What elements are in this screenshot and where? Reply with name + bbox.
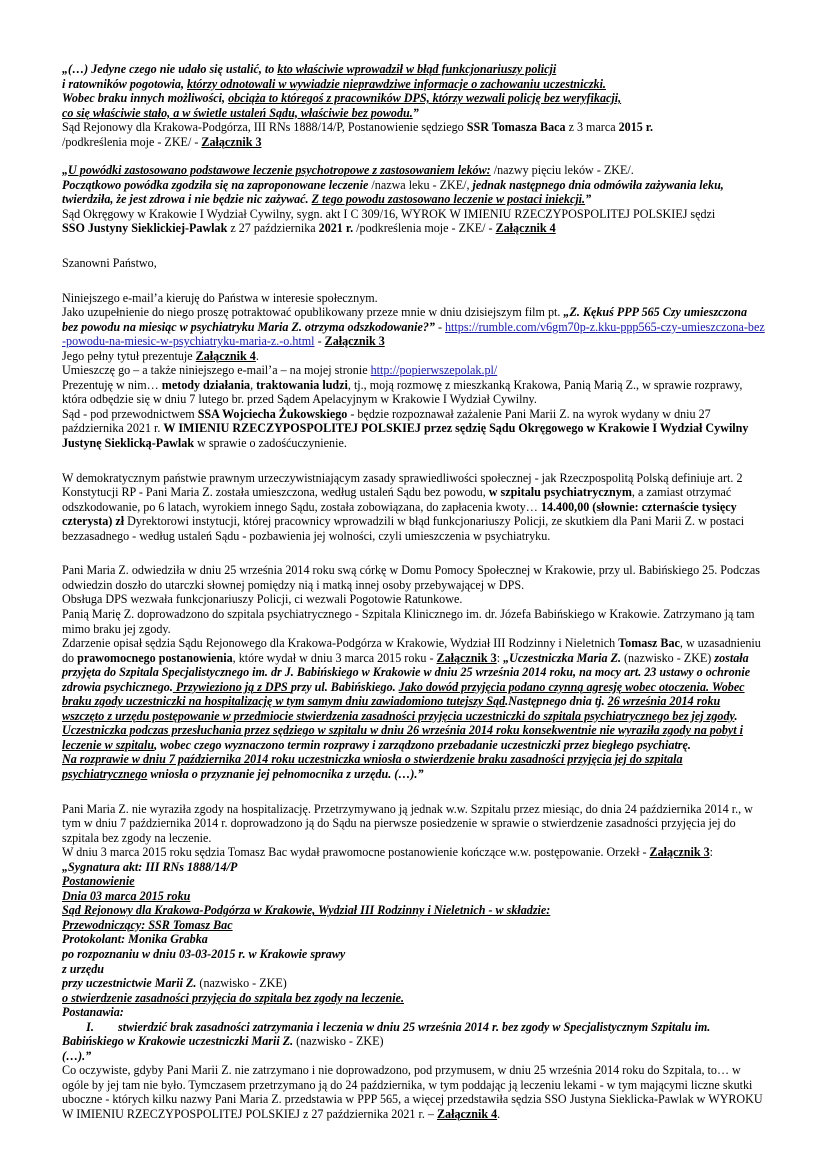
spacer-6 bbox=[62, 782, 765, 797]
quote2-note-a: /podkreślenia moje - ZKE/ - bbox=[353, 221, 496, 236]
quote3-s5-underlined: Wobec braku zgody uczestniczki na hospitalizację w tym samym dniu zawiadomiono tutejszy Sąd bbox=[62, 679, 745, 709]
film-title: „Z. Kękuś PPP 565 Czy umieszczona bez powodu na miesiąc w psychiatryku Maria Z. otrzyma odszkodowanie?” bbox=[62, 305, 748, 334]
quote2-line1-rest: /nazwy pięciu leków - ZKE/. bbox=[490, 163, 634, 178]
body2-bold-ruling: prawomocnego postanowienia bbox=[77, 650, 233, 665]
quote3-s8: wniosła o przyznanie jej pełnomocnika z urzędu. (…). bbox=[147, 766, 418, 781]
intro-line6-a: Sąd - pod przewodnictwem bbox=[62, 406, 198, 421]
ruling-line-3 bbox=[62, 889, 765, 904]
intro-line6-b: - będzie rozpoznawał zażalenie Pani Marii Z. na wyrok wydany w dniu 27 października 2021 r. bbox=[62, 406, 711, 436]
intro-line5-bold1: metody działania bbox=[161, 377, 251, 392]
quote1-line-1 bbox=[62, 62, 765, 77]
ruling-line-7 bbox=[62, 947, 765, 962]
intro-line5-bold2: traktowania ludzi bbox=[256, 377, 348, 392]
quote3-s3-underlined: Przywieziono ją z DPS bbox=[172, 679, 291, 694]
quote2-line3-a: twierdziła, że jest zdrowa i nie będzie nic zażywać. bbox=[62, 192, 312, 207]
document-body bbox=[62, 62, 765, 1122]
quote3-s6-2: . bbox=[734, 708, 738, 723]
quote1-line4-close: ” bbox=[412, 105, 419, 120]
body2-line4-a: Zdarzenie opisał sędzia Sądu Rejonowego dla Krakowa-Podgórza w Krakowie, Wydział III Rodzinny i Nieletnich bbox=[62, 636, 619, 651]
intro-line5-a: Prezentuję w nim… bbox=[62, 377, 162, 392]
quote1-note-a: /podkreślenia moje - ZKE/ - bbox=[62, 134, 202, 149]
ruling-ellipsis-close: (…).” bbox=[62, 1048, 92, 1063]
closing-b: . bbox=[497, 1107, 501, 1121]
quote2-source bbox=[62, 207, 765, 222]
quote3-s1-bi: Uczestniczka Maria Z. bbox=[509, 650, 621, 665]
quote3-s6: Następnego dnia tj. bbox=[508, 694, 608, 709]
quote1-source-a: Sąd Rejonowy dla Krakowa-Podgórza, III RNs 1888/14/P, Postanowienie sędziego bbox=[62, 120, 467, 135]
body3-line-1: Pani Maria Z. nie wyraziła zgody na hospitalizację. Przetrzymywano ją jednak w.w. Szpitalu przez miesiąc, do dnia 24 października 2014 r., w tym w dniu 7 października 2014 r. doprowadzono ją do Sądu na pierwsze posiedzenie w sprawie o stwierdzenie zasadności przyjęcia jej do szpitala bez zgody na leczenie. bbox=[62, 801, 753, 845]
body-paragraph-1 bbox=[62, 471, 765, 544]
ruling-line-12 bbox=[62, 1049, 765, 1064]
quote3-s7: , wobec czego wyznaczono termin rozprawy i zarządzono przebadanie uczestniczki przez biegłego psychiatrę. bbox=[154, 737, 691, 752]
ruling-case-number: „Sygnatura akt: III RNs 1888/14/P bbox=[62, 859, 238, 874]
quote2-note bbox=[62, 221, 765, 236]
intro-line5-c: , tj., moją rozmowę z mieszkanką Krakowa, Panią Marią Z., w sprawie rozprawy, która odbędzie się w dniu 7 lutego br. przed Sądem Apelacyjnym w Krakowie I Wydział Cywilny. bbox=[62, 377, 743, 407]
quote-block-2 bbox=[62, 163, 765, 236]
quote2-line-3 bbox=[62, 192, 765, 207]
site-url-link[interactable]: http://popierwszepolak.pl/ bbox=[370, 363, 498, 378]
ruling-line-11 bbox=[62, 1005, 765, 1020]
quote2-source-text: Sąd Okręgowy w Krakowie I Wydział Cywilny, sygn. akt I C 309/16, WYROK W IMIENIU RZECZYPOSPOLITEJ POLSKIEJ sędzi bbox=[62, 206, 716, 221]
ruling-exofficio: z urzędu bbox=[62, 961, 105, 976]
quote3-final-lines bbox=[62, 752, 765, 781]
quote3-s8-underlined: Na rozprawie w dniu 7 października 2014 roku uczestniczka wniosła o stwierdzenie braku zasadności przyjęcia jej do szpitala psychiatrycznego bbox=[62, 752, 683, 781]
body2-line4-c: , które wydał w dniu 3 marca 2015 roku - bbox=[232, 650, 437, 665]
quote1-line2-underlined: którzy odnotowali w wywiadzie nieprawdziwe informacje o zachowaniu uczestniczki. bbox=[187, 76, 606, 91]
ruling-item-number: I. bbox=[86, 1019, 94, 1034]
ruling-line-10 bbox=[62, 991, 765, 1006]
quote2-line2-b: /nazwa leku - ZKE/, bbox=[371, 177, 473, 192]
spacer-4 bbox=[62, 451, 765, 466]
ruling-subject: o stwierdzenie zasadności przyjęcia do szpitala bez zgody na leczenie. bbox=[62, 990, 404, 1005]
quote1-line2-pre: i ratowników pogotowia, bbox=[62, 76, 187, 91]
quote2-source-b: z 27 października bbox=[227, 221, 319, 236]
quote3-s3: przy ul. Babińskiego. bbox=[290, 679, 399, 694]
intro-line-2 bbox=[62, 305, 765, 349]
ruling-court: Sąd Rejonowy dla Krakowa-Podgórza w Krakowie, Wydział III Rodzinny i Nieletnich - w składzie: bbox=[62, 903, 551, 918]
intro-dash-2: - bbox=[314, 334, 325, 349]
quote1-line3-pre: Wobec braku innych możliwości, bbox=[62, 91, 229, 106]
intro-block bbox=[62, 291, 765, 451]
intro-attachment-ref-4: Załącznik 4 bbox=[195, 348, 256, 363]
body2-judge-name: Tomasz Bac bbox=[618, 636, 680, 651]
closing-attachment-ref-4: Załącznik 4 bbox=[436, 1107, 498, 1121]
body1-c: Dyrektorowi instytucji, której pracownicy wprowadzili w błąd funkcjonariuszy Policji, ze skutkiem dla Pani Marii Z. w postaci bezzasadnego - według ustaleń Sądu - pozbawienia jej wolności, czyli umieszczenia w psychiatryku. bbox=[62, 514, 745, 543]
quote2-line-1 bbox=[62, 163, 765, 178]
ruling-heading: Postanowienie bbox=[62, 874, 135, 889]
ruling-participant-note: (nazwisko - ZKE) bbox=[196, 976, 287, 991]
closing-a: Co oczywiste, gdyby Pani Marii Z. nie zatrzymano i nie doprowadzono, pod przymusem, w dniu 25 września 2014 roku do Szpitala, to… w ogóle by jej tam nie było. Tymczasem przetrzymano ją do 24 października, w tym poddając ją leczeniu lekami - w tym mającymi liczne skutki uboczne - których kilku nazwy Pani Maria Z. przedstawia w PPP 565, a więcej przedstawiła sędzia SSO Justyna Sieklicka-Pawlak w WYROKU W IMIENIU RZECZYPOSPOLITEJ POLSKIEJ z 27 października 2021 r. – bbox=[62, 1063, 763, 1121]
intro-line-1: Niniejszego e-mail’a kieruję do Państwa w interesie społecznym. bbox=[62, 290, 378, 305]
spacer-3 bbox=[62, 271, 765, 286]
intro-line4-a: Umieszczę go – a także niniejszego e-mail’a – na mojej stronie bbox=[62, 363, 371, 378]
quote1-line-3 bbox=[62, 91, 765, 106]
intro-line-6 bbox=[62, 407, 765, 451]
quote3-s6-underlined: 26 września 2014 roku wszczęto z urzędu postępowanie w przedmiocie stwierdzenia zasadności przyjęcia uczestniczki do szpitala psychiatrycznego bez jej zgody bbox=[62, 694, 735, 723]
intro-line6-bold: W IMIENIU RZECZYPOSPOLITEJ POLSKIEJ przez sędzię Sądu Okręgowego w Krakowie I Wydział Cywilny Justynę Sieklicką-Pawlak bbox=[62, 421, 749, 451]
body2-line-2: Obsługa DPS wezwała funkcjonariuszy Policji, ci wezwali Pogotowie Ratunkowe. bbox=[62, 592, 463, 607]
spacer-1 bbox=[62, 149, 765, 163]
body1-amount: 14.400,00 (słownie: czternaście tysięcy czterysta) zł bbox=[62, 499, 737, 529]
quote1-attachment-ref: Załącznik 3 bbox=[201, 134, 262, 149]
body2-line-3: Panią Marię Z. doprowadzono do szpitala psychiatrycznego - Szpitala Klinicznego im. dr. Józefa Babińskiego w Krakowie. Zatrzymano ją tam mimo braku jej zgody. bbox=[62, 606, 755, 636]
quote1-line3-underlined: obciąża to któregoś z pracowników DPS, którzy wezwali policję bez weryfikacji, bbox=[228, 91, 622, 106]
intro-line3-a: Jego pełny tytuł prezentuje bbox=[62, 348, 196, 363]
ruling-line-5 bbox=[62, 918, 765, 933]
intro-line6-judge: SSA Wojciecha Żukowskiego bbox=[197, 406, 348, 421]
ruling-line-4 bbox=[62, 903, 765, 918]
quote2-attachment-ref: Załącznik 4 bbox=[495, 221, 556, 236]
quote2-line2-a: Początkowo powódka zgodziła się na zaproponowane leczenie bbox=[62, 177, 372, 192]
ruling-line-9 bbox=[62, 976, 765, 991]
quote1-line1-open: „(…) Jedyne czego nie udało się ustalić, to bbox=[62, 62, 278, 76]
quote2-line1-underlined: U powódki zastosowano podstawowe leczenie psychotropowe z zastosowaniem leków: bbox=[68, 163, 491, 178]
quote1-source-judge: SSR Tomasza Baca bbox=[466, 120, 566, 135]
spacer-2 bbox=[62, 236, 765, 251]
film-url-link[interactable]: https://rumble.com/v6gm70p-z.kku-ppp565-czy-umieszczona-bez-powodu-na-miesic-w-psychiatryku-maria-z.-o.html bbox=[62, 319, 765, 349]
ruling-date: Dnia 03 marca 2015 roku bbox=[62, 888, 191, 903]
body3-line2-b: : bbox=[709, 845, 714, 860]
ruling-participant: przy uczestnictwie Marii Z. bbox=[62, 976, 197, 991]
ruling-item-1 bbox=[62, 1020, 765, 1049]
intro-line-5 bbox=[62, 378, 765, 407]
quote2-line2-c: jednak następnego dnia odmówiła zażywania leku, bbox=[472, 177, 724, 192]
quote1-source bbox=[62, 120, 765, 135]
intro-line2-a: Jako uzupełnienie do niego proszę potraktować opublikowany przeze mnie w dniu dzisiejszym film pt. bbox=[62, 305, 564, 320]
quote1-source-year: 2015 r. bbox=[618, 120, 654, 135]
body3-line2-a: W dniu 3 marca 2015 roku sędzia Tomasz Bac wydał prawomocne postanowienie kończące w.w. postępowanie. Orzekł - bbox=[62, 845, 650, 860]
quote1-line-2 bbox=[62, 77, 765, 92]
quote3-s1-plain: (nazwisko - ZKE) bbox=[621, 650, 715, 665]
quote2-source-year: 2021 r. bbox=[318, 221, 354, 236]
spacer-5 bbox=[62, 543, 765, 558]
body1-b: , a zamiast otrzymać odszkodowanie, po 6 latach, wyrokiem innego Sądu, została zobowiązana, do zapłacenia kwoty… bbox=[62, 485, 732, 514]
quote3-close: ” bbox=[417, 766, 424, 781]
quote3-s5: . bbox=[505, 694, 509, 709]
body3-line-2 bbox=[62, 845, 765, 860]
closing-paragraph bbox=[62, 1063, 765, 1121]
ruling-line-8 bbox=[62, 962, 765, 977]
quote1-source-b: z 3 marca bbox=[565, 120, 619, 135]
body3-attachment-ref-3: Załącznik 3 bbox=[649, 845, 710, 860]
quote3-s7-underlined: Uczestniczka podczas przesłuchania przez sędziego w szpitalu w dniu 26 września 2014 roku konsekwentnie nie wyraziła zgody na pobyt i leczenie w szpitalu bbox=[62, 723, 744, 752]
quote3-open: „ bbox=[503, 650, 510, 665]
body2-attachment-ref-3: Załącznik 3 bbox=[436, 650, 497, 665]
intro-attachment-ref-3: Załącznik 3 bbox=[324, 334, 385, 349]
body2-line-4 bbox=[62, 636, 765, 752]
quote1-line1-underlined: kto właściwie wprowadził w błąd funkcjonariuszy policji bbox=[277, 62, 557, 76]
quote2-line1-open: „ bbox=[62, 163, 69, 178]
quote1-line4-underlined: co się właściwie stało, a w świetle ustaleń Sądu, właściwie bez powodu. bbox=[62, 105, 413, 120]
body-block-2 bbox=[62, 563, 765, 781]
quote2-line3-close: ” bbox=[585, 192, 592, 207]
salutation: Szanowni Państwo, bbox=[62, 256, 157, 271]
body2-line4-b: , w uzasadnieniu do bbox=[62, 636, 761, 665]
body2-line-1: Pani Maria Z. odwiedziła w dniu 25 września 2014 roku swą córkę w Domu Pomocy Społecznej w Krakowie, przy ul. Babińskiego 25. Podczas odwiedzin doszło do utarczki słownej pomiędzy nią i matką innej osoby przebywającej w DPS. bbox=[62, 563, 760, 592]
intro-dash: - bbox=[434, 319, 445, 334]
intro-line-3 bbox=[62, 349, 765, 364]
quote1-note bbox=[62, 135, 765, 150]
body1-a: W demokratycznym państwie prawnym urzeczywistniającym zasady sprawiedliwości społecznej - jak Rzeczpospolitą Polską definiuje art. 2 Konstytucji RP - Pani Maria Z. została umieszczona, według ustaleń Sądu bez powodu, bbox=[62, 470, 743, 500]
body2-line4-d: : bbox=[496, 650, 504, 665]
quote2-line-2 bbox=[62, 178, 765, 193]
ruling-decides-label: Postanawia: bbox=[62, 1005, 124, 1020]
quote3-s4-underlined: Jako dowód przyjęcia podano czynną agresję wobec otoczenia. bbox=[398, 679, 710, 694]
quote-block-1 bbox=[62, 62, 765, 149]
intro-line5-b: , bbox=[250, 377, 257, 392]
body-block-3 bbox=[62, 802, 765, 860]
quote2-line3-underlined: Z tego powodu zastosowano leczenie w postaci iniekcji. bbox=[311, 192, 586, 207]
quote3-s2: została przyjęta do Szpitala Specjalistycznego im. dr J. Babińskiego w Krakowie w dniu 25 września 2014 roku, na mocy art. 23 ustawy o ochronie zdrowia psychicznego. bbox=[62, 650, 751, 694]
ruling-item-note: (nazwisko - ZKE) bbox=[293, 1034, 384, 1049]
intro-line-4 bbox=[62, 363, 765, 378]
ruling-line-1 bbox=[62, 860, 765, 875]
intro-line3-b: . bbox=[255, 348, 259, 363]
ruling-block bbox=[62, 860, 765, 1064]
ruling-item-text: stwierdzić brak zasadności zatrzymania i leczenia w dniu 25 września 2014 r. bez zgody w Specjalistycznym Szpitalu im. Babińskiego w Krakowie uczestniczki Marii Z. bbox=[62, 1019, 711, 1049]
body1-bold-hospital: w szpitalu psychiatrycznym bbox=[488, 485, 632, 500]
quote1-line-4 bbox=[62, 106, 765, 121]
intro-line6-c: w sprawie o zadośćuczynienie. bbox=[194, 436, 347, 451]
quote2-source-judge: SSO Justyny Sieklickiej-Pawlak bbox=[62, 221, 228, 236]
ruling-line-6 bbox=[62, 932, 765, 947]
ruling-line-2 bbox=[62, 874, 765, 889]
ruling-presiding: Przewodniczący: SSR Tomasz Bac bbox=[62, 917, 233, 932]
ruling-hearing: po rozpoznaniu w dniu 03-03-2015 r. w Krakowie sprawy bbox=[62, 946, 346, 961]
ruling-clerk: Protokolant: Monika Grabka bbox=[62, 932, 208, 947]
